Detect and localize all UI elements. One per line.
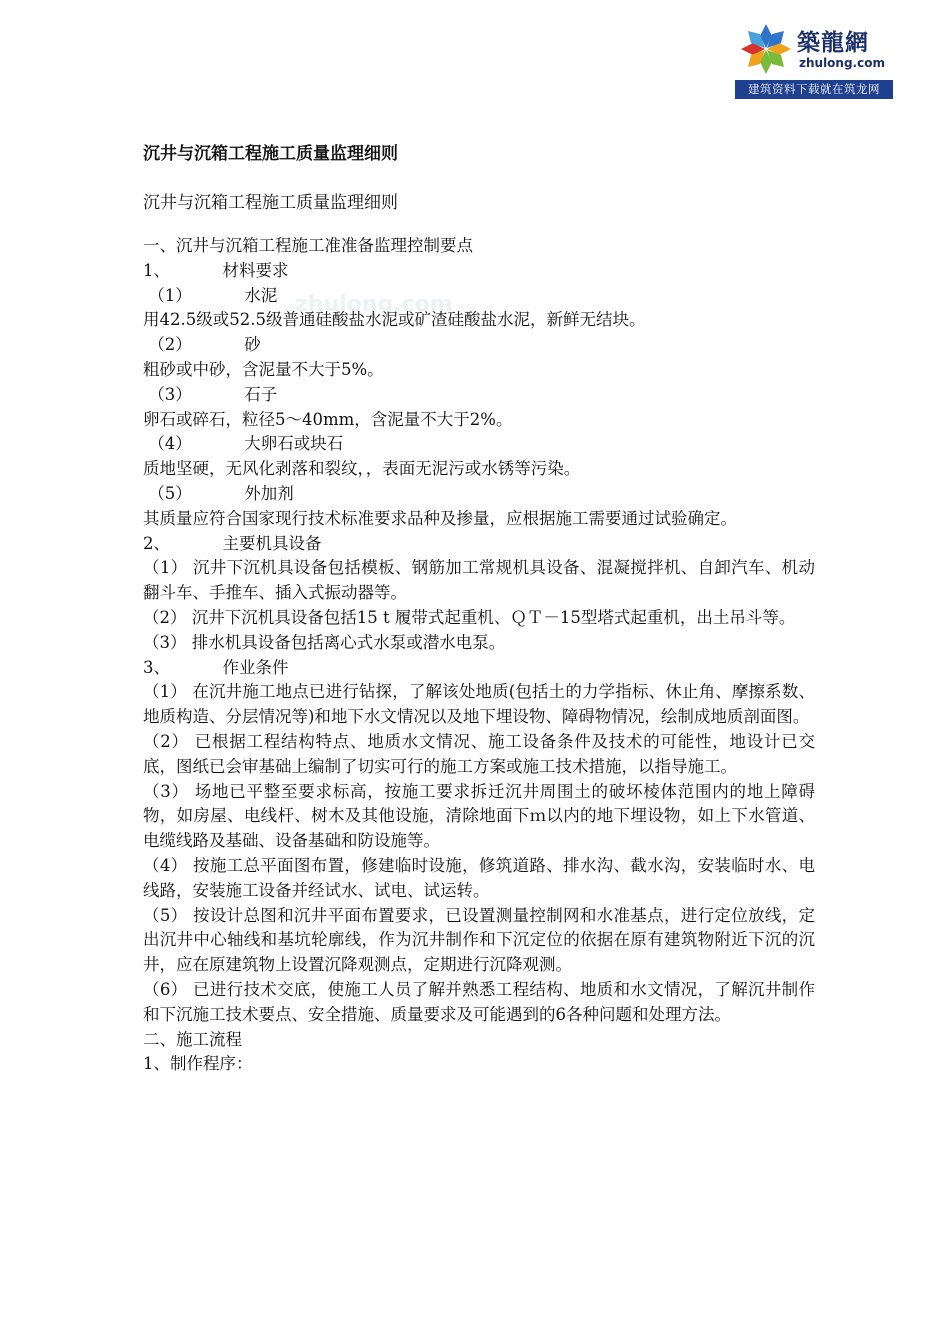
section-heading: 二、施工流程 bbox=[143, 1029, 242, 1049]
paragraph: （4） 按施工总平面图布置，修建临时设施，修筑道路、排水沟、截水沟，安装临时水、电线路，安装施工设备并经试水、试电、试运转。 bbox=[143, 855, 815, 900]
subsection-heading: 1、制作程序： bbox=[143, 1054, 253, 1074]
logo-box bbox=[735, 18, 893, 80]
subsection-heading: 1、 材料要求 bbox=[143, 260, 289, 280]
paragraph: （2） 已根据工程结构特点、地质水文情况、施工设备条件及技术的可能性，地设计已交底，图纸已会审基础上编制了切实可行的施工方案或施工技术措施，以指导施工。 bbox=[143, 731, 815, 776]
document-body bbox=[143, 234, 815, 1077]
paragraph: （3） 排水机具设备包括离心式水泵或潜水电泵。 bbox=[143, 632, 506, 652]
item-heading: （5） 外加剂 bbox=[143, 483, 294, 503]
document-title: 沉井与沉箱工程施工质量监理细则 bbox=[143, 144, 398, 164]
paragraph: 卵石或碎石，粒径5～40mm，含泥量不大于2%。 bbox=[143, 409, 513, 429]
paragraph: 用42.5级或52.5级普通硅酸盐水泥或矿渣硅酸盐水泥，新鲜无结块。 bbox=[143, 310, 646, 330]
item-heading: （4） 大卵石或块石 bbox=[143, 434, 344, 454]
subsection-heading: 2、 主要机具设备 bbox=[143, 533, 322, 553]
logo-slogan: 建筑资料下载就在筑龙网 bbox=[735, 80, 893, 99]
paragraph: （2） 沉井下沉机具设备包括15 t 履带式起重机、ＱＴ－15型塔式起重机，出土吊斗等。 bbox=[143, 607, 796, 627]
zhulong-logo bbox=[735, 18, 893, 100]
logo-snowflake-icon bbox=[739, 22, 793, 76]
paragraph: （6） 已进行技术交底，使施工人员了解并熟悉工程结构、地质和水文情况，了解沉井制作和下沉施工技术要点、安全措施、质量要求及可能遇到的6各种问题和处理方法。 bbox=[143, 979, 815, 1024]
section-heading: 一、沉井与沉箱工程施工准准备监理控制要点 bbox=[143, 236, 473, 255]
logo-domain: zhulong.com bbox=[799, 56, 885, 70]
paragraph: （1） 在沉井施工地点已进行钻探，了解该处地质(包括土的力学指标、休止角、摩擦系数、地质构造、分层情况等)和地下水文情况以及地下埋设物、障碍物情况，绘制成地质剖面图。 bbox=[143, 682, 815, 727]
paragraph: （1） 沉井下沉机具设备包括模板、钢筋加工常规机具设备、混凝搅拌机、自卸汽车、机动翻斗车、手推车、插入式振动器等。 bbox=[143, 558, 815, 603]
item-heading: （3） 石子 bbox=[143, 384, 278, 404]
paragraph: 质地坚硬，无风化剥落和裂纹，，表面无泥污或水锈等污染。 bbox=[143, 459, 581, 479]
item-heading: （2） 砂 bbox=[143, 335, 261, 355]
item-heading: （1） 水泥 bbox=[143, 285, 278, 305]
paragraph: （3） 场地已平整至要求标高，按施工要求拆迁沉井周围土的破坏棱体范围内的地上障碍物，如房屋、电线杆、树木及其他设施，清除地面下ｍ以内的地下埋设物，如上下水管道、电缆线路及基础、设备基础和防设施等。 bbox=[143, 781, 815, 851]
paragraph: 其质量应符合国家现行技术标准要求品种及掺量，应根据施工需要通过试验确定。 bbox=[143, 508, 737, 528]
subsection-heading: 3、 作业条件 bbox=[143, 657, 289, 677]
paragraph: 粗砂或中砂，含泥量不大于5%。 bbox=[143, 359, 384, 379]
paragraph: （5） 按设计总图和沉井平面布置要求，已设置测量控制网和水准基点，进行定位放线，定出沉井中心轴线和基坑轮廓线，作为沉井制作和下沉定位的依据在原有建筑物附近下沉的沉井，应在原建筑物上设置沉降观测点，定期进行沉降观测。 bbox=[143, 905, 815, 975]
watermark: zhulong.com bbox=[295, 292, 453, 317]
logo-name: 築龍網 bbox=[797, 30, 869, 56]
document-subtitle: 沉井与沉箱工程施工质量监理细则 bbox=[143, 193, 398, 213]
